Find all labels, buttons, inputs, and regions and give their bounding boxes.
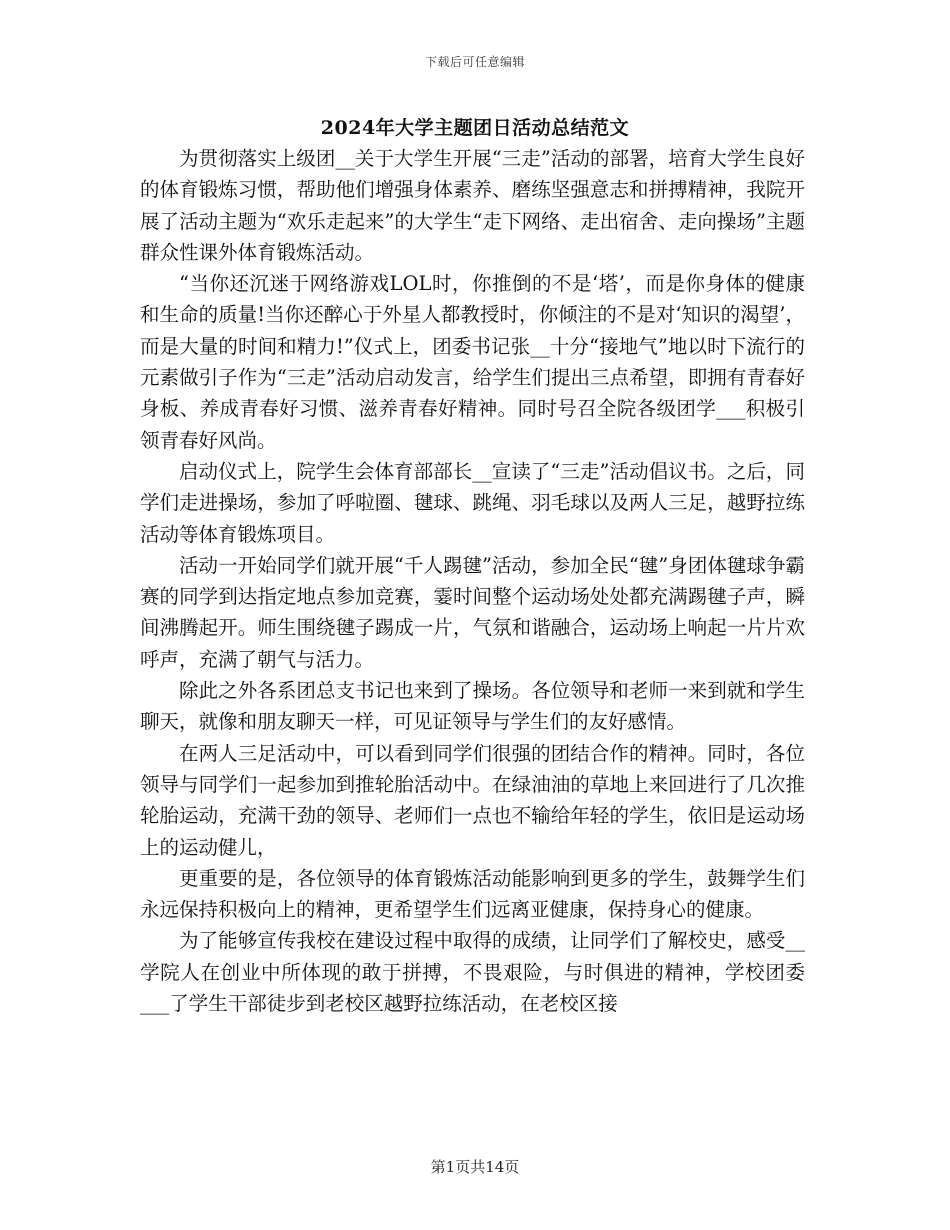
paragraph: 为了能够宣传我校在建设过程中取得的成绩，让同学们了解校史，感受__学院人在创业中所体现的敢于拼搏，不畏艰险，与时俱进的精神，学校团委___了学生干部徒步到老校区越野拉练活动，在老校区接 <box>140 929 805 1016</box>
paragraph: 更重要的是，各位领导的体育锻炼活动能影响到更多的学生，鼓舞学生们永远保持积极向上的精神，更希望学生们远离亚健康，保持身心的健康。 <box>140 866 805 922</box>
paragraph: “当你还沉迷于网络游戏LOL时，你推倒的不是‘塔’，而是你身体的健康和生命的质量!当你还醉心于外星人都教授时，你倾注的不是对‘知识的渴望’，而是大量的时间和精力!”仪式上，团委书记张__十分“接地气”地以时下流行的元素做引子作为“三走”活动启动发言，给学生们提出三点希望，即拥有青春好身板、养成青春好习惯、滋养青春好精神。同时号召全院各级团学___积极引领青春好风尚。 <box>140 272 805 452</box>
paragraph: 为贯彻落实上级团__关于大学生开展“三走”活动的部署，培育大学生良好的体育锻炼习惯，帮助他们增强身体素养、磨练坚强意志和拼搏精神，我院开展了活动主题为“欢乐走起来”的大学生“走下网络、走出宿舍、走向操场”主题群众性课外体育锻炼活动。 <box>140 147 805 264</box>
paragraph: 启动仪式上，院学生会体育部部长__宣读了“三走”活动倡议书。之后，同学们走进操场，参加了呼啦圈、毽球、跳绳、羽毛球以及两人三足，越野拉练活动等体育锻炼项目。 <box>140 459 805 546</box>
document-title: 2024年大学主题团日活动总结范文 <box>320 117 630 139</box>
document-body <box>140 143 805 1019</box>
page-number: 第1页共14页 <box>430 1158 520 1176</box>
paragraph: 除此之外各系团总支书记也来到了操场。各位领导和老师一来到就和学生聊天，就像和朋友聊天一样，可见证领导与学生们的友好感情。 <box>140 679 805 734</box>
header-note: 下载后可任意编辑 <box>424 55 525 69</box>
paragraph: 在两人三足活动中，可以看到同学们很强的团结合作的精神。同时，各位领导与同学们一起参加到推轮胎活动中。在绿油油的草地上来回进行了几次推轮胎运动，充满干劲的领导、老师们一点也不输给年轻的学生，依旧是运动场上的运动健儿， <box>140 741 805 859</box>
paragraph: 活动一开始同学们就开展“千人踢毽”活动，参加全民“毽”身团体毽球争霸赛的同学到达指定地点参加竞赛，霎时间整个运动场处处都充满踢毽子声，瞬间沸腾起开。师生围绕毽子踢成一片，气氛和谐融合，运动场上响起一片片欢呼声，充满了朝气与活力。 <box>140 553 805 671</box>
